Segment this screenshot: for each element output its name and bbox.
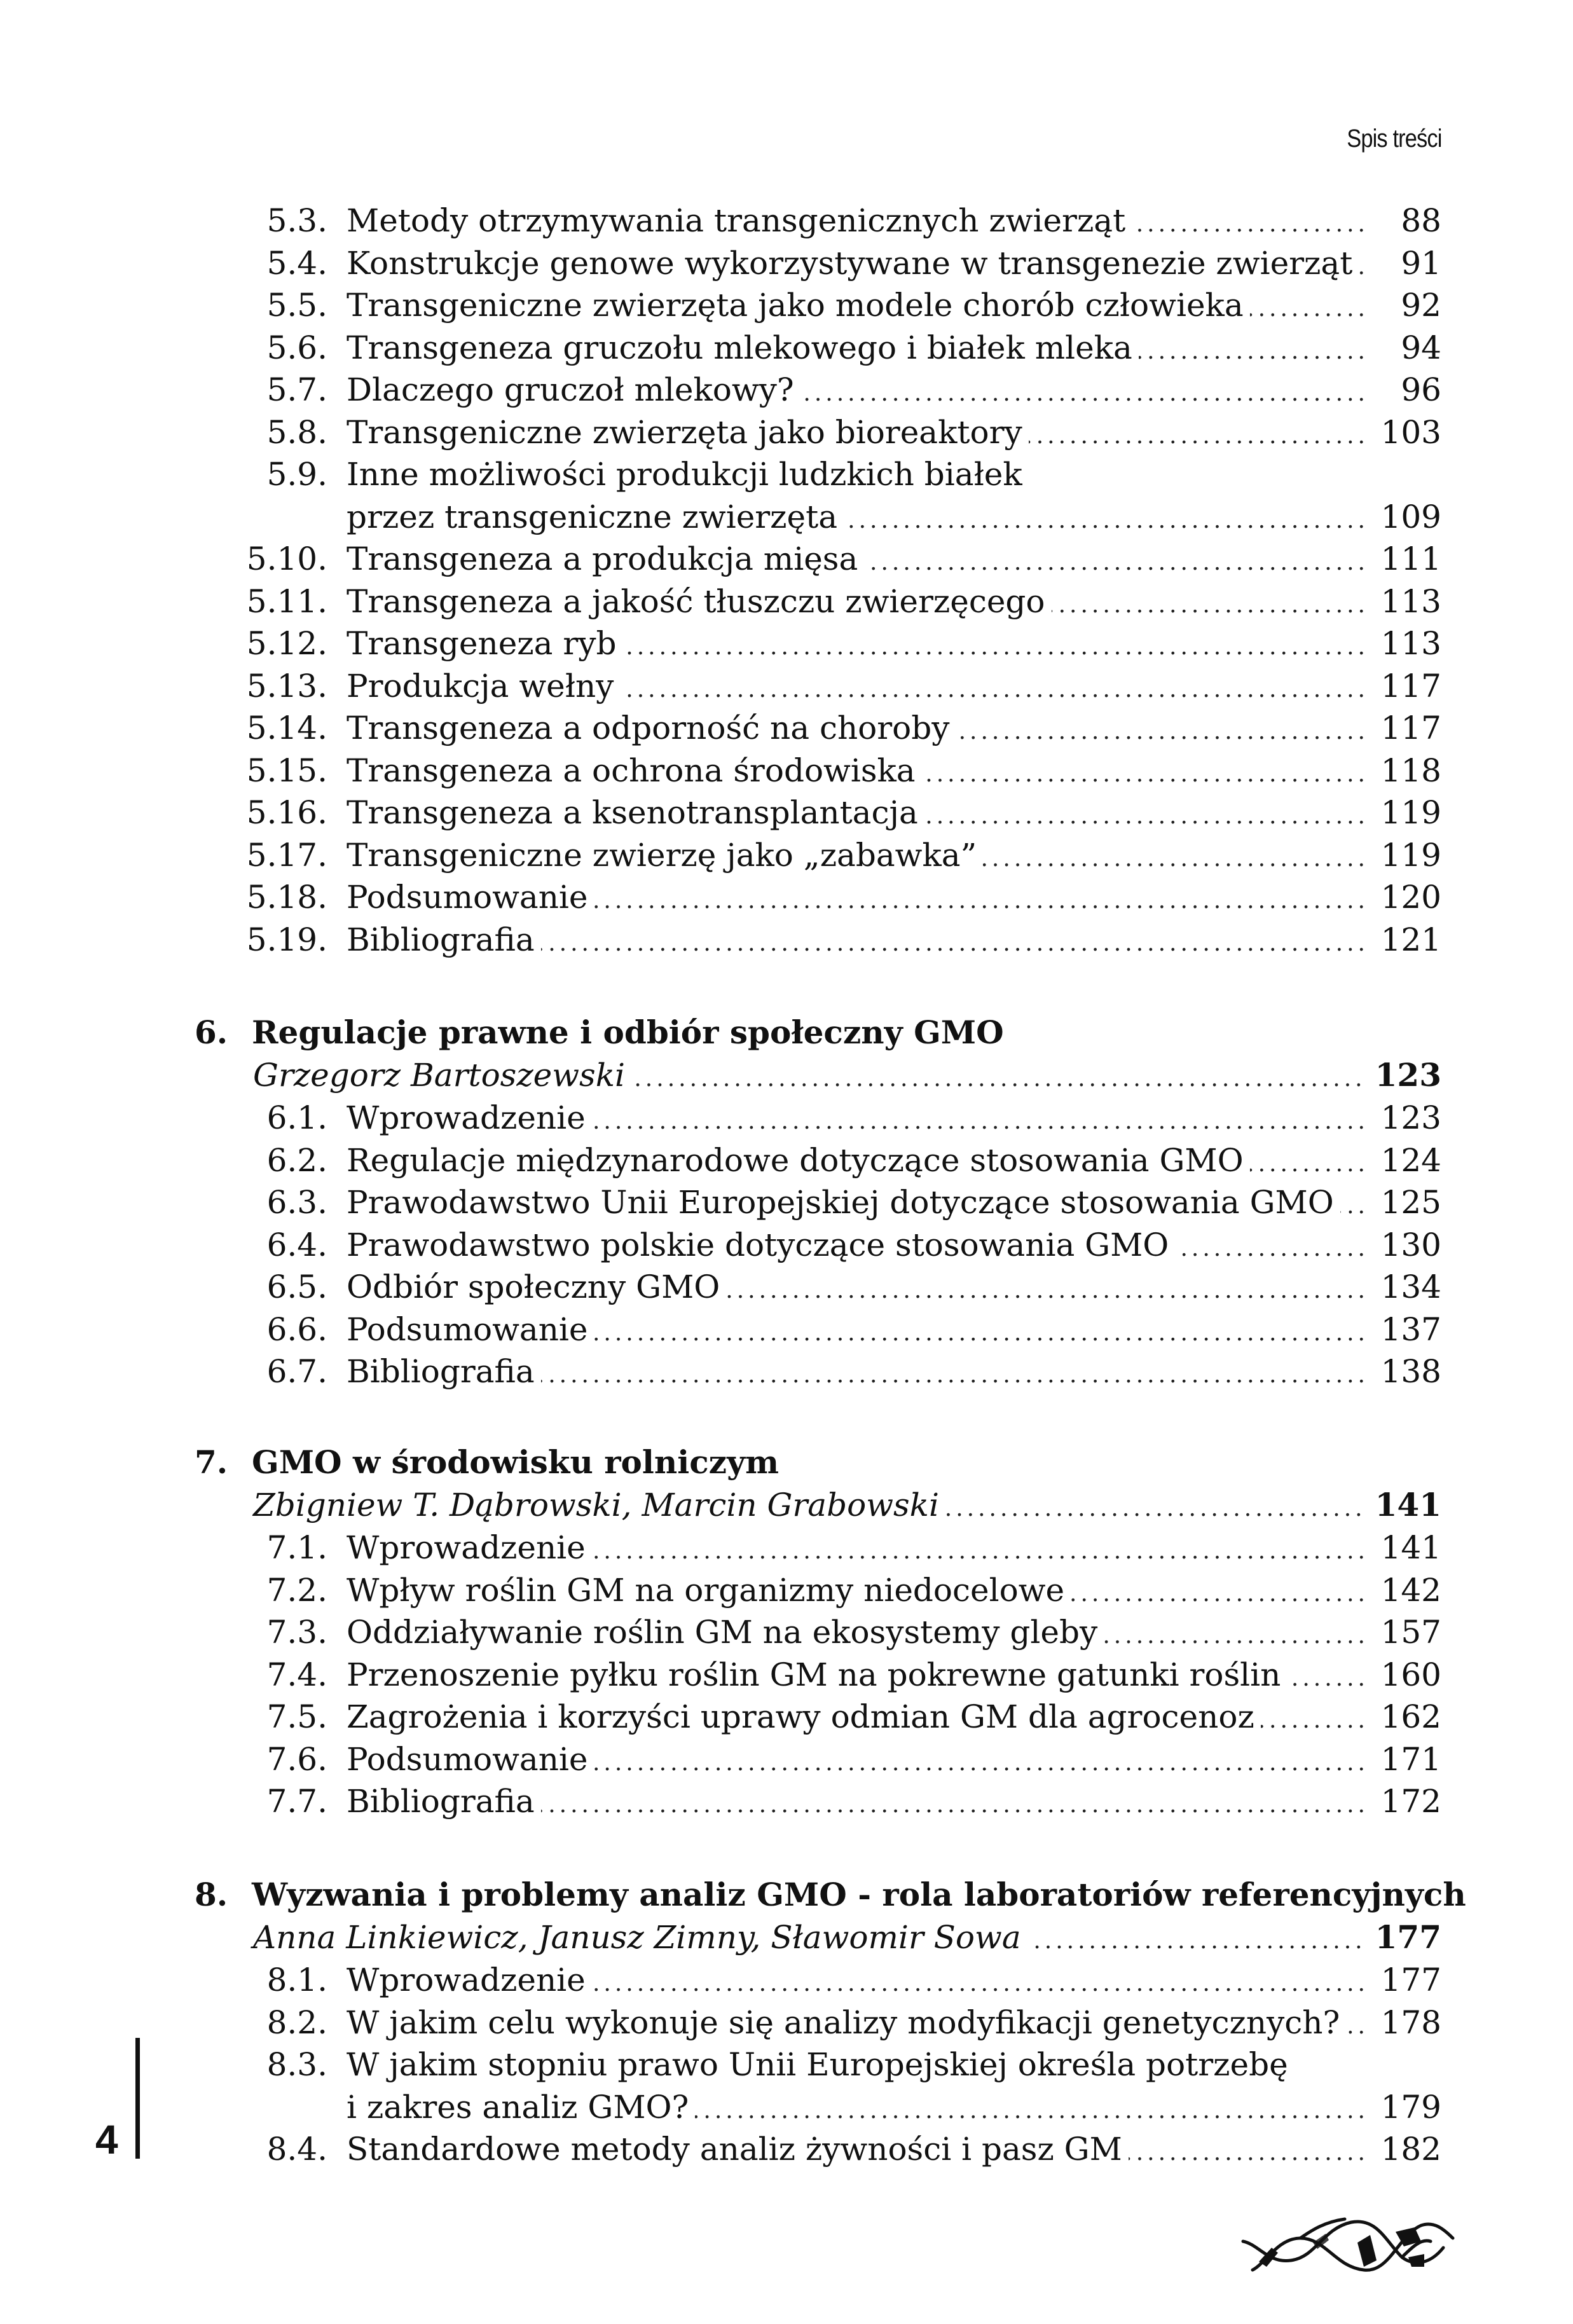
- entry-page: 96: [1401, 371, 1441, 408]
- entry-page: 120: [1380, 879, 1441, 916]
- entry-title: Oddziaływanie roślin GM na ekosystemy gleby: [347, 1614, 1098, 1651]
- dot-leader: [1346, 2005, 1369, 2047]
- entry-title: Podsumowanie: [347, 1740, 588, 1778]
- entry-title: Transgeneza a jakość tłuszczu zwierzęcego: [347, 582, 1045, 620]
- chapter-title: GMO w środowisku rolniczym: [252, 1443, 780, 1481]
- entry-title: Transgeniczne zwierzę jako „zabawka”: [347, 836, 977, 874]
- dot-leader: [800, 373, 1369, 415]
- dot-leader: [631, 1058, 1366, 1100]
- toc-entry[interactable]: [0, 622, 1573, 664]
- entry-page: 121: [1380, 921, 1441, 958]
- entry-number: 5.3.: [266, 202, 327, 239]
- dot-leader: [620, 669, 1369, 711]
- dot-leader: [1250, 1143, 1369, 1185]
- entry-title: Wprowadzenie: [347, 1529, 586, 1566]
- toc-entry[interactable]: [0, 919, 1573, 961]
- entry-number: 6.6.: [266, 1310, 327, 1348]
- toc-entry[interactable]: [0, 369, 1573, 411]
- toc-entry[interactable]: [0, 1780, 1573, 1822]
- dot-leader: [592, 1101, 1369, 1143]
- dot-leader: [726, 1270, 1369, 1312]
- entry-number: 5.14.: [246, 710, 327, 746]
- entry-number: 5.10.: [246, 540, 327, 577]
- toc-entry[interactable]: [0, 2044, 1573, 2086]
- dot-leader: [594, 1312, 1370, 1354]
- dot-leader: [594, 880, 1370, 922]
- entry-title-continuation: i zakres analiz GMO?: [347, 2088, 689, 2126]
- toc-entry[interactable]: [0, 1654, 1573, 1696]
- toc-entry[interactable]: [0, 792, 1573, 834]
- entry-page: 92: [1401, 287, 1441, 324]
- folio-rule: [135, 2038, 140, 2159]
- entry-page: 103: [1380, 413, 1441, 451]
- dot-leader: [1104, 1615, 1369, 1657]
- toc-entry-continuation[interactable]: [0, 496, 1573, 538]
- entry-number: 7.7.: [266, 1783, 327, 1820]
- entry-number: 7.3.: [266, 1614, 327, 1651]
- entry-number: 5.13.: [246, 667, 327, 705]
- dot-leader: [541, 1354, 1369, 1396]
- entry-title: Inne możliwości produkcji ludzkich białek: [347, 456, 1022, 493]
- dot-leader: [956, 711, 1369, 753]
- entry-page: 171: [1380, 1740, 1441, 1778]
- toc-entry[interactable]: [0, 242, 1573, 284]
- dot-leader: [1175, 1228, 1369, 1270]
- entry-page: 134: [1380, 1269, 1441, 1305]
- entry-page: 113: [1380, 625, 1441, 662]
- entry-title: Regulacje międzynarodowe dotyczące stosowania GMO: [347, 1141, 1244, 1179]
- toc-entry[interactable]: [0, 1139, 1573, 1181]
- toc-entry[interactable]: [0, 538, 1573, 580]
- chapter-author-line[interactable]: [0, 1484, 1573, 1526]
- chapter-author: Anna Linkiewicz, Janusz Zimny, Sławomir Sowa: [253, 1919, 1021, 1956]
- dot-leader: [924, 795, 1369, 837]
- entry-number: 7.4.: [266, 1656, 327, 1693]
- entry-page: 94: [1401, 329, 1441, 366]
- entry-number: 5.12.: [246, 625, 327, 662]
- entry-number: 5.6.: [266, 329, 327, 366]
- chapter-number: 6.: [195, 1014, 228, 1051]
- entry-page: 91: [1401, 244, 1441, 282]
- entry-title: Transgeneza a ksenotransplantacja: [347, 794, 918, 831]
- toc-entry[interactable]: [0, 1351, 1573, 1392]
- dot-leader: [1132, 203, 1369, 245]
- entry-number: 5.17.: [246, 836, 327, 874]
- entry-title: Bibliografia: [347, 1353, 535, 1390]
- entry-page: 157: [1380, 1614, 1441, 1651]
- entry-number: 5.5.: [266, 287, 327, 324]
- entry-title: W jakim stopniu prawo Unii Europejskiej określa potrzebę: [347, 2046, 1288, 2083]
- dot-leader: [945, 1488, 1366, 1530]
- entry-number: 8.1.: [266, 1962, 327, 1998]
- dot-leader: [1071, 1573, 1369, 1615]
- entry-number: 5.9.: [266, 456, 327, 493]
- toc-entry[interactable]: [0, 200, 1573, 242]
- dot-leader: [922, 753, 1369, 795]
- entry-number: 8.4.: [266, 2131, 327, 2168]
- entry-page: 113: [1380, 582, 1441, 620]
- entry-number: 6.3.: [266, 1184, 327, 1221]
- entry-page: 119: [1380, 836, 1441, 874]
- entry-number: 7.2.: [266, 1571, 327, 1609]
- dot-leader: [1129, 2132, 1369, 2174]
- entry-title: Wprowadzenie: [347, 1099, 586, 1136]
- dot-leader: [1027, 1920, 1366, 1962]
- page-number: 4: [95, 2117, 118, 2162]
- entry-page: 142: [1380, 1571, 1441, 1609]
- chapter-author: Grzegorz Bartoszewski: [253, 1057, 626, 1094]
- entry-title: W jakim celu wykonuje się analizy modyfikacji genetycznych?: [347, 2004, 1340, 2041]
- entry-title: Transgeneza a ochrona środowiska: [347, 752, 916, 789]
- entry-page: 177: [1380, 1962, 1441, 1998]
- entry-number: 8.3.: [266, 2046, 327, 2083]
- entry-number: 6.1.: [266, 1099, 327, 1136]
- toc-entry[interactable]: [0, 834, 1573, 876]
- toc-entry[interactable]: [0, 1309, 1573, 1351]
- dot-leader: [844, 500, 1369, 542]
- entry-title: Standardowe metody analiz żywności i pasz GM: [347, 2131, 1122, 2168]
- entry-number: 6.4.: [266, 1226, 327, 1263]
- dot-leader: [1139, 331, 1369, 373]
- entry-number: 5.16.: [246, 794, 327, 831]
- entry-title-continuation: przez transgeniczne zwierzęta: [347, 498, 838, 535]
- entry-number: 5.7.: [266, 371, 327, 408]
- entry-title: Podsumowanie: [347, 1310, 588, 1348]
- entry-number: 5.8.: [266, 413, 327, 451]
- dot-leader: [541, 923, 1369, 965]
- toc-entry[interactable]: [0, 1569, 1573, 1611]
- toc-entry[interactable]: [0, 1266, 1573, 1308]
- entry-page: 124: [1380, 1141, 1441, 1179]
- entry-page: 118: [1380, 752, 1441, 789]
- entry-number: 5.4.: [266, 244, 327, 282]
- entry-page: 88: [1401, 202, 1441, 239]
- entry-number: 7.1.: [266, 1529, 327, 1566]
- entry-page: 117: [1380, 710, 1441, 746]
- entry-page: 182: [1380, 2131, 1441, 2168]
- entry-title: Wpływ roślin GM na organizmy niedocelowe: [347, 1571, 1065, 1609]
- dot-leader: [592, 1963, 1369, 2005]
- dot-leader: [1250, 288, 1369, 330]
- chapter-number: 8.: [195, 1876, 228, 1913]
- chapter-page: 141: [1375, 1486, 1441, 1523]
- chapter-heading[interactable]: [0, 1874, 1573, 1916]
- chapter-page: 177: [1375, 1918, 1441, 1956]
- entry-title: Transgeniczne zwierzęta jako bioreaktory: [347, 413, 1022, 451]
- toc-entry[interactable]: [0, 1097, 1573, 1139]
- entry-number: 6.5.: [266, 1269, 327, 1305]
- entry-number: 8.2.: [266, 2004, 327, 2041]
- dot-leader: [1359, 246, 1369, 288]
- entry-title: Produkcja wełny: [347, 667, 614, 705]
- entry-page: 125: [1380, 1184, 1441, 1221]
- dot-leader: [541, 1784, 1369, 1826]
- entry-title: Bibliografia: [347, 921, 535, 958]
- dot-leader: [1052, 584, 1369, 626]
- entry-page: 123: [1380, 1099, 1441, 1136]
- dot-leader: [983, 838, 1369, 880]
- toc-entry[interactable]: [0, 1527, 1573, 1569]
- entry-title: Transgeneza ryb: [347, 625, 617, 662]
- chapter-number: 7.: [195, 1443, 228, 1481]
- entry-page: 109: [1380, 498, 1441, 535]
- toc-entry[interactable]: [0, 327, 1573, 369]
- entry-number: 5.11.: [246, 582, 327, 620]
- chapter-heading[interactable]: [0, 1012, 1573, 1054]
- toc-entry[interactable]: [0, 876, 1573, 918]
- dot-leader: [1287, 1658, 1369, 1700]
- toc-entry[interactable]: [0, 750, 1573, 792]
- entry-title: Transgeneza gruczołu mlekowego i białek mleka: [347, 329, 1132, 366]
- toc-entry[interactable]: [0, 1959, 1573, 2001]
- dot-leader: [1340, 1185, 1369, 1227]
- toc-entry[interactable]: [0, 411, 1573, 453]
- chapter-title: Wyzwania i problemy analiz GMO - rola laboratoriów referencyjnych: [252, 1876, 1466, 1913]
- toc-entry[interactable]: [0, 707, 1573, 749]
- entry-page: 179: [1380, 2088, 1441, 2126]
- entry-title: Transgeneza a odporność na choroby: [347, 710, 950, 746]
- toc-entry[interactable]: [0, 1181, 1573, 1223]
- chapter-author-line[interactable]: [0, 1916, 1573, 1958]
- entry-number: 5.19.: [246, 921, 327, 958]
- entry-title: Dlaczego gruczoł mlekowy?: [347, 371, 794, 408]
- chapter-author: Zbigniew T. Dąbrowski, Marcin Grabowski: [253, 1487, 939, 1523]
- toc-entry[interactable]: [0, 284, 1573, 326]
- entry-title: Prawodawstwo polskie dotyczące stosowania GMO: [347, 1226, 1169, 1263]
- entry-number: 7.6.: [266, 1740, 327, 1778]
- toc-entry[interactable]: [0, 581, 1573, 622]
- toc-entry[interactable]: [0, 453, 1573, 495]
- toc-entry[interactable]: [0, 1224, 1573, 1266]
- dot-leader: [623, 626, 1369, 668]
- toc-entry[interactable]: [0, 2128, 1573, 2170]
- dot-leader: [594, 1742, 1370, 1784]
- entry-number: 6.7.: [266, 1353, 327, 1390]
- entry-page: 141: [1380, 1529, 1441, 1566]
- entry-title: Transgeniczne zwierzęta jako modele chorób człowieka: [347, 287, 1244, 324]
- running-head: Spis treści: [1346, 125, 1441, 153]
- entry-page: 178: [1380, 2004, 1441, 2041]
- entry-page: 138: [1380, 1353, 1441, 1390]
- chapter-heading[interactable]: [0, 1441, 1573, 1483]
- entry-title: Odbiór społeczny GMO: [347, 1269, 720, 1305]
- dot-leader: [592, 1530, 1369, 1572]
- entry-number: 5.18.: [246, 879, 327, 916]
- entry-number: 5.15.: [246, 752, 327, 789]
- entry-page: 137: [1380, 1310, 1441, 1348]
- entry-title: Podsumowanie: [347, 879, 588, 916]
- entry-title: Przenoszenie pyłku roślin GM na pokrewne gatunki roślin: [347, 1656, 1281, 1693]
- toc-entry-continuation[interactable]: [0, 2086, 1573, 2128]
- dna-helix-icon: [1240, 2203, 1459, 2286]
- entry-title: Wprowadzenie: [347, 1962, 586, 1998]
- entry-title: Prawodawstwo Unii Europejskiej dotyczące stosowania GMO: [347, 1184, 1334, 1221]
- entry-page: 119: [1380, 794, 1441, 831]
- entry-number: 6.2.: [266, 1141, 327, 1179]
- dot-leader: [695, 2090, 1369, 2132]
- dot-leader: [864, 542, 1369, 584]
- toc-entry[interactable]: [0, 2002, 1573, 2044]
- entry-page: 117: [1380, 667, 1441, 705]
- entry-page: 130: [1380, 1226, 1441, 1263]
- entry-title: Bibliografia: [347, 1783, 535, 1820]
- entry-title: Konstrukcje genowe wykorzystywane w transgenezie zwierząt: [347, 244, 1353, 282]
- chapter-title: Regulacje prawne i odbiór społeczny GMO: [252, 1014, 1004, 1051]
- chapter-page: 123: [1375, 1056, 1441, 1094]
- toc-entry[interactable]: [0, 1738, 1573, 1780]
- toc-entry[interactable]: [0, 1696, 1573, 1738]
- chapter-author-line[interactable]: [0, 1054, 1573, 1096]
- entry-number: 7.5.: [266, 1698, 327, 1735]
- entry-title: Transgeneza a produkcja mięsa: [347, 540, 858, 577]
- toc-entry[interactable]: [0, 665, 1573, 707]
- dot-leader: [1029, 415, 1369, 457]
- toc-entry[interactable]: [0, 1611, 1573, 1653]
- entry-page: 160: [1380, 1656, 1441, 1693]
- entry-page: 111: [1380, 540, 1441, 577]
- entry-page: 162: [1380, 1698, 1441, 1735]
- entry-title: Metody otrzymywania transgenicznych zwierząt: [347, 202, 1126, 239]
- entry-title: Zagrożenia i korzyści uprawy odmian GM dla agrocenoz: [347, 1698, 1254, 1735]
- entry-page: 172: [1380, 1783, 1441, 1820]
- dot-leader: [1261, 1700, 1369, 1742]
